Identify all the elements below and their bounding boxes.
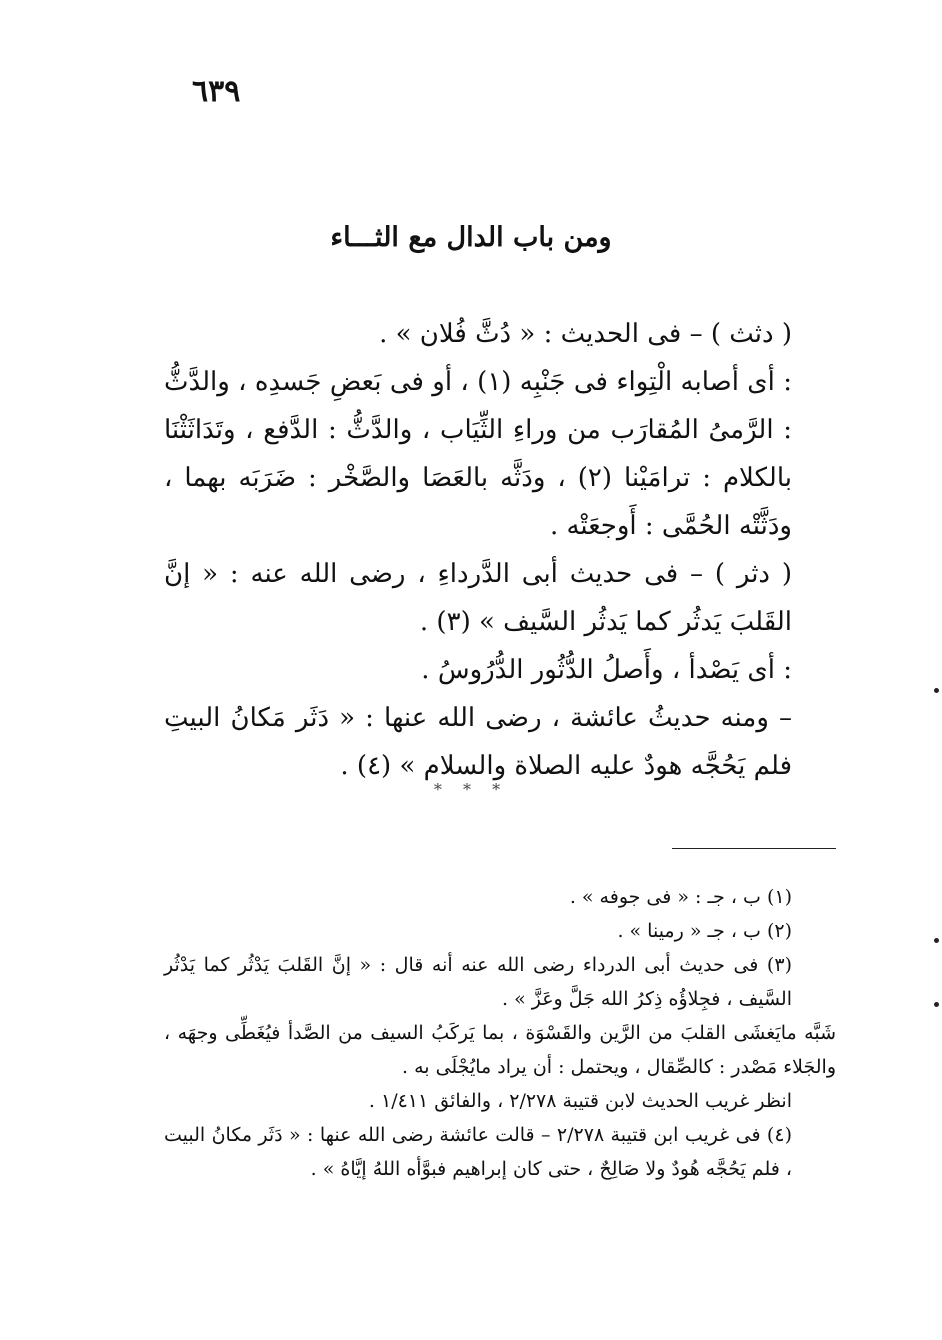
margin-dot xyxy=(934,688,939,693)
footnote-4: (٤) فى غريب ابن قتيبة ٢/٢٧٨ – قالت عائشة رضى الله عنها : « دَثَر مكانُ البيت ، فلم يَحُجَّه هُودٌ ولا صَالِحٌ ، حتى كان إبراهيم فبوَّأه اللهُ إيَّاهُ » . xyxy=(164,1124,792,1180)
entry-dathar-extra: – ومنه حديثُ عائشة ، رضى الله عنها : « دَثَر مَكانُ البيتِ فلم يَحُجَّه هودٌ عليه الصلاة والسلام » (٤) . xyxy=(164,703,792,781)
footnote-3-reference: انظر غريب الحديث لابن قتيبة ٢/٢٧٨ ، والفائق ١/٤١١ . xyxy=(368,1090,792,1112)
footnote-3: (٣) فى حديث أبى الدرداء رضى الله عنه أنه قال : « إنَّ القَلبَ يَدْثُر كما يَدْثُر السَّيف ، فجِلاؤُه ذِكرُ الله جَلَّ وعَزَّ » . xyxy=(164,954,792,1010)
footnote-1: (١) ب ، جـ : « فى جوفه » . xyxy=(569,886,792,908)
footnote-2: (٢) ب ، جـ « رمينا » . xyxy=(617,920,792,942)
page-number: ٦٣٩ xyxy=(192,74,241,109)
footnote-divider xyxy=(672,848,836,849)
main-text xyxy=(164,310,836,790)
section-separator: * * * xyxy=(433,780,509,799)
margin-dot xyxy=(934,1002,939,1007)
entry-dathth-body: : أى أصابه الْتِواء فى جَنْبِه (١) ، أو فى بَعضِ جَسدِه ، والدَّثُّ : الرَّمىُ المُقارَب من وراءِ الثِّيَاب ، والدَّثُّ : الدَّفع ، وتَدَاثَثْنَا بالكلام : ترامَيْنا (٢) ، ودَثَّه بالعَصَا والصَّخْر : ضَرَبَه بهما ، ودَثَّتْه الحُمَّى : أَوجعَتْه . xyxy=(164,367,793,541)
entry-dathth-heading: ( دثث ) – فى الحديث : « دُثَّ فُلان » . xyxy=(379,319,792,349)
chapter-title: ومن باب الدال مع الثـــاء xyxy=(330,222,612,253)
footnotes xyxy=(164,880,836,1186)
footnote-3-commentary: شَبَّه مايَغشَى القلبَ من الرَّين والقَسْوَة ، بما يَركَبُ السيف من الصَّدأ فيُغَطِّى وجهَه ، والجَلاء مَصْدر : كالصِّقال ، ويحتمل : أن يراد مايُجْلَى به . xyxy=(164,1022,836,1078)
entry-dathar-body: : أى يَصْدأ ، وأَصلُ الدُّثُور الدُّرُوسُ . xyxy=(421,655,792,685)
margin-dot xyxy=(934,938,939,943)
entry-dathar-heading: ( دثر ) – فى حديث أبى الدَّرداءِ ، رضى الله عنه : « إنَّ القَلبَ يَدثُر كما يَدثُر السَّيف » (٣) . xyxy=(164,559,792,637)
